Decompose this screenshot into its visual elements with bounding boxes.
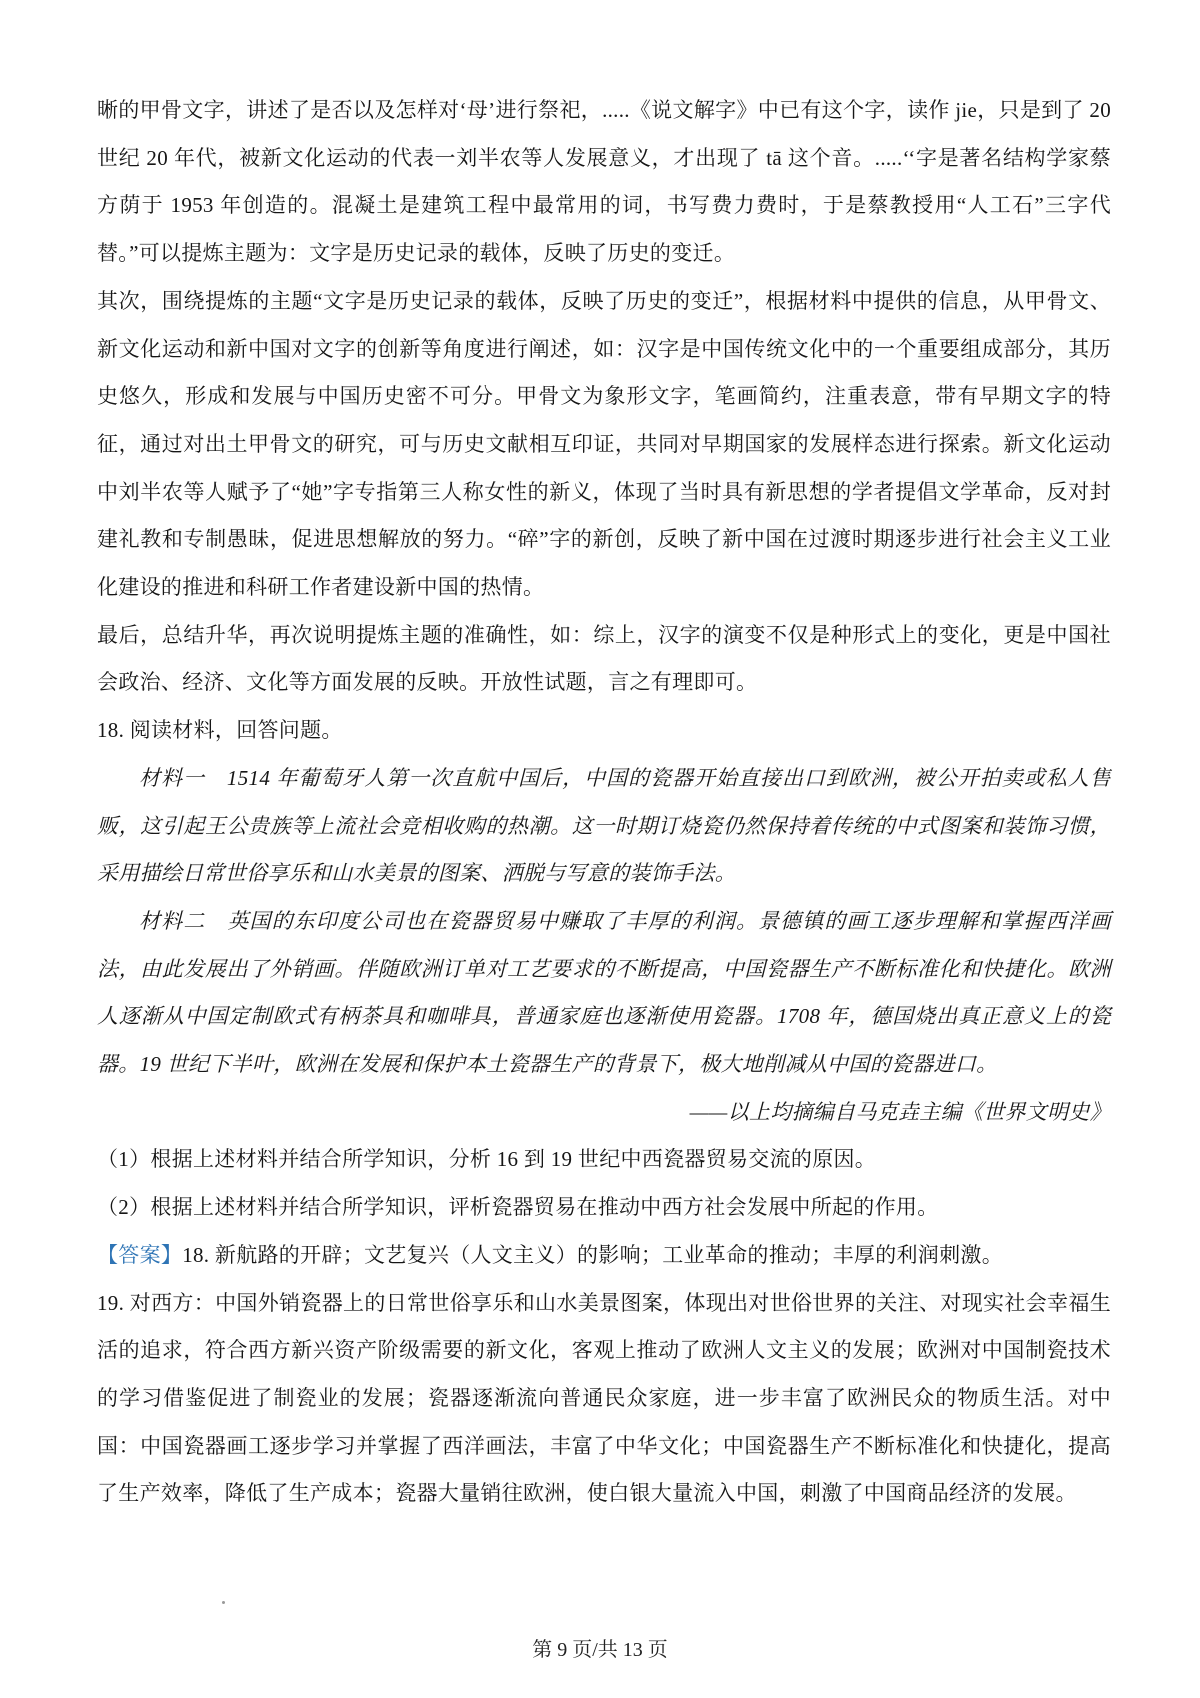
answer-label: 【答案】 xyxy=(97,1242,183,1267)
question-18-heading: 18. 阅读材料，回答问题。 xyxy=(97,718,343,743)
scan-artifact-dot xyxy=(222,1601,225,1604)
question-18-subquestion-1: （1）根据上述材料并结合所学知识，分析 16 到 19 世纪中西瓷器贸易交流的原因。 xyxy=(97,1147,877,1172)
paragraph-secondly-theme-elaboration: 其次，围绕提炼的主题“文字是历史记录的载体，反映了历史的变迁”，根据材料中提供的信息，从甲骨文、新文化运动和新中国对文字的创新等角度进行阐述，如：汉字是中国传统文化中的一个重要组成部分，其历史悠久，形成和发展与中国历史密不可分。甲骨文为象形文字，笔画简约，注重表意，带有早期文字的特征，通过对出土甲骨文的研究，可与历史文献相互印证，共同对早期国家的发展样态进行探索。新文化运动中刘半农等人赋予了“她”字专指第三人称女性的新义，体现了当时具有新思想的学者提倡文学革命，反对封建礼教和专制愚昧，促进思想解放的努力。“碎”字的新创，反映了新中国在过渡时期逐步进行社会主义工业化建设的推进和科研工作者建设新中国的热情。 xyxy=(97,288,1111,600)
question-18-subquestion-2: （2）根据上述材料并结合所学知识，评析瓷器贸易在推动中西方社会发展中所起的作用。 xyxy=(97,1195,939,1220)
answer-18-text: 18. 新航路的开辟；文艺复兴（人文主义）的影响；工业革命的推动；丰厚的利润刺激。 xyxy=(182,1242,1003,1267)
paragraph-continuation-oracle-bone: 晰的甲骨文字，讲述了是否以及怎样对‘母’进行祭祀，.....《说文解字》中已有这个字，读作 jie，只是到了 20 世纪 20 年代，被新文化运动的代表一刘半农等人发展意义，才出现了 tā 这个音。.....‘‘字是著名结构学家蔡方荫于 1953 年创造的。混凝土是建筑工程中最常用的词，书写费力费时，于是蔡教授用“人工石”三字代替。”可以提炼主题为：文字是历史记录的载体，反映了历史的变迁。 xyxy=(97,98,1111,266)
answer-paragraph-19: 19. 对西方：中国外销瓷器上的日常世俗享乐和山水美景图案，体现出对世俗世界的关注、对现实社会幸福生活的追求，符合西方新兴资产阶级需要的新文化，客观上推动了欧洲人文主义的发展；欧洲对中国制瓷技术的学习借鉴促进了制瓷业的发展；瓷器逐渐流向普通民众家庭，进一步丰富了欧洲民众的物质生活。对中国：中国瓷器画工逐步学习并掌握了西洋画法，丰富了中华文化；中国瓷器生产不断标准化和快捷化，提高了生产效率，降低了生产成本；瓷器大量销往欧洲，使白银大量流入中国，刺激了中国商品经济的发展。 xyxy=(97,1290,1111,1506)
page-content xyxy=(97,87,1111,1518)
source-attribution: ——以上均摘编自马克垚主编《世界文明史》 xyxy=(689,1099,1111,1124)
page-number-footer: 第 9 页/共 13 页 xyxy=(532,1639,668,1661)
answer-paragraph-18 xyxy=(97,1232,1111,1280)
paragraph-finally-summary: 最后，总结升华，再次说明提炼主题的准确性，如：综上，汉字的演变不仅是种形式上的变化，更是中国社会政治、经济、文化等方面发展的反映。开放性试题，言之有理即可。 xyxy=(97,622,1111,695)
material-one-paragraph: 材料一 1514 年葡萄牙人第一次直航中国后，中国的瓷器开始直接出口到欧洲，被公开拍卖或私人售贩，这引起王公贵族等上流社会竞相收购的热潮。这一时期订烧瓷仍然保持着传统的中式图案和装饰习惯，采用描绘日常世俗享乐和山水美景的图案、洒脱与写意的装饰手法。 xyxy=(97,765,1111,886)
material-two-paragraph: 材料二 英国的东印度公司也在瓷器贸易中赚取了丰厚的利润。景德镇的画工逐步理解和掌握西洋画法，由此发展出了外销画。伴随欧洲订单对工艺要求的不断提高，中国瓷器生产不断标准化和快捷化。欧洲人逐渐从中国定制欧式有柄茶具和咖啡具，普通家庭也逐渐使用瓷器。1708 年，德国烧出真正意义上的瓷器。19 世纪下半叶，欧洲在发展和保护本土瓷器生产的背景下，极大地削减从中国的瓷器进口。 xyxy=(97,908,1111,1077)
